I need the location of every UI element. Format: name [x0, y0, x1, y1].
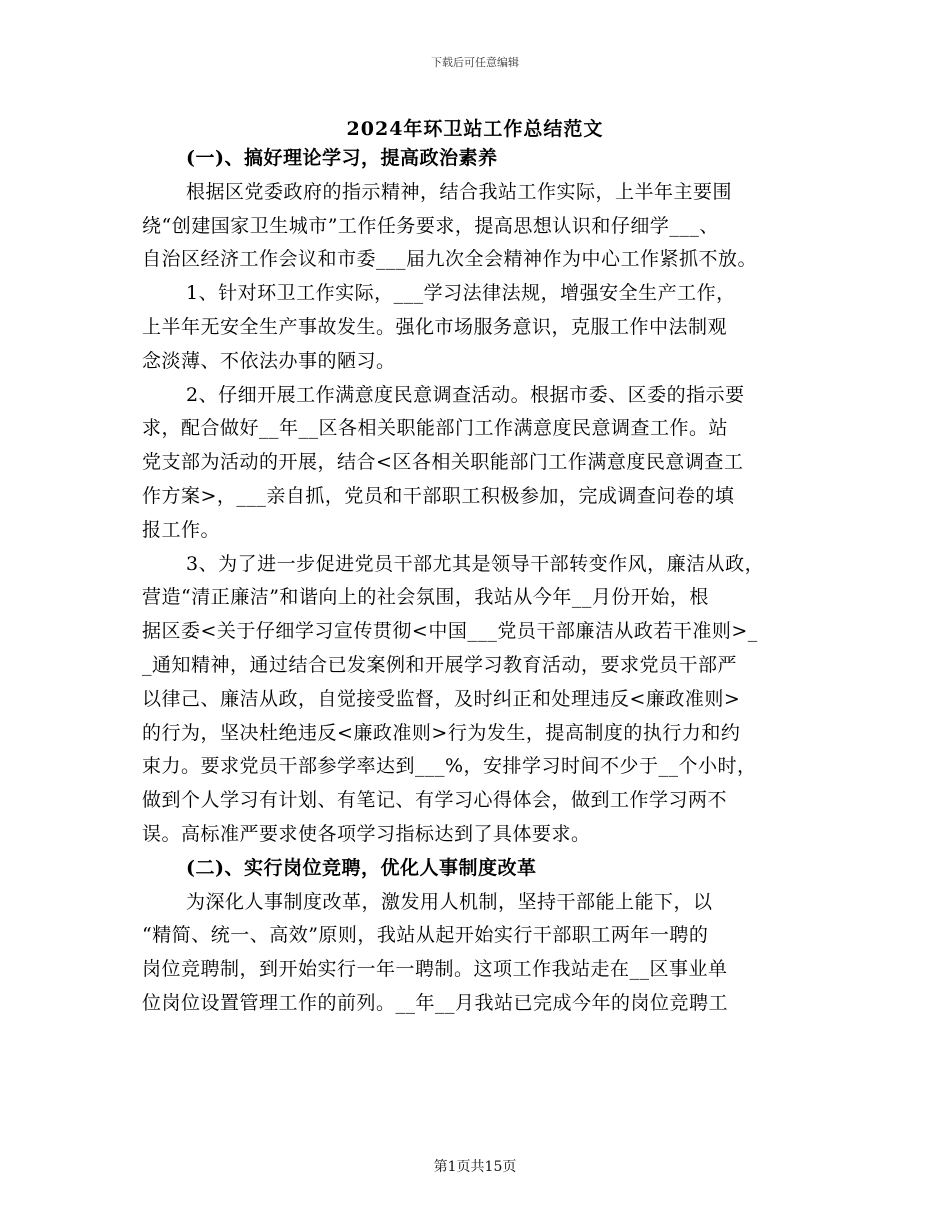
paragraph-line: 做到个人学习有计划、有笔记、有学习心得体会，做到工作学习两不 — [142, 789, 728, 812]
page-footer: 第1页共15页 — [433, 1159, 517, 1175]
paragraph-line: 据区委<关于仔细学习宣传贯彻<中国___党员干部廉洁从政若干准则>_ — [142, 620, 758, 643]
document-title: 2024年环卫站工作总结范文 — [346, 118, 604, 140]
paragraph-line: 绕“创建国家卫生城市”工作任务要求，提高思想认识和仔细学___、 — [142, 214, 719, 237]
paragraph-line: 1、针对环卫工作实际，___学习法律法规，增强安全生产工作， — [186, 282, 736, 305]
paragraph-line: 求，配合做好__年__区各相关职能部门工作满意度民意调查工作。站 — [142, 417, 729, 440]
paragraph-line: 误。高标准严要求使各项学习指标达到了具体要求。 — [142, 822, 591, 845]
paragraph-line: 营造“清正廉洁”和谐向上的社会氛围，我站从今年__月份开始，根 — [142, 586, 709, 609]
paragraph-line: 2、仔细开展工作满意度民意调查活动。根据市委、区委的指示要 — [186, 383, 745, 406]
paragraph-line: 报工作。 — [142, 518, 221, 541]
paragraph-line: 自治区经济工作会议和市委___届九次全会精神作为中心工作紧抓不放。 — [142, 248, 758, 271]
paragraph-line: 3、为了进一步促进党员干部尤其是领导干部转变作风，廉洁从政， — [186, 552, 765, 575]
paragraph-line: 为深化人事制度改革，激发用人机制，坚持干部能上能下，以 — [186, 890, 713, 913]
paragraph-line: 束力。要求党员干部参学率达到___%，安排学习时间不少于__个小时， — [142, 755, 757, 778]
paragraph-line: 党支部为活动的开展，结合<区各相关职能部门工作满意度民意调查工 — [142, 451, 744, 474]
section-heading: (一)、搞好理论学习，提高政治素养 — [186, 147, 498, 169]
paragraph-line: 以律己、廉洁从政，自觉接受监督，及时纠正和处理违反<廉政准则> — [142, 687, 741, 710]
paragraph-line: 念淡薄、不依法办事的陋习。 — [142, 349, 396, 372]
document-body — [142, 142, 807, 1021]
paragraph-line: 根据区党委政府的指示精神，结合我站工作实际，上半年主要围 — [186, 180, 733, 203]
paragraph-line: 位岗位设置管理工作的前列。__年__月我站已完成今年的岗位竞聘工 — [142, 991, 729, 1014]
paragraph-line: 岗位竞聘制，到开始实行一年一聘制。这项工作我站走在__区事业单 — [142, 958, 728, 981]
paragraph-line: “精简、统一、高效”原则，我站从起开始实行干部职工两年一聘的 — [142, 924, 709, 947]
paragraph-line: _通知精神，通过结合已发案例和开展学习教育活动，要求党员干部严 — [142, 653, 738, 676]
section-heading: (二)、实行岗位竞聘，优化人事制度改革 — [186, 856, 537, 879]
paragraph-line: 作方案>，___亲自抓，党员和干部职工积极参加，完成调查问卷的填 — [142, 484, 735, 507]
header-note: 下载后可任意编辑 — [431, 56, 519, 69]
paragraph-line: 的行为，坚决杜绝违反<廉政准则>行为发生，提高制度的执行力和约 — [142, 721, 741, 744]
paragraph-line: 上半年无安全生产事故发生。强化市场服务意识，克服工作中法制观 — [142, 315, 728, 338]
